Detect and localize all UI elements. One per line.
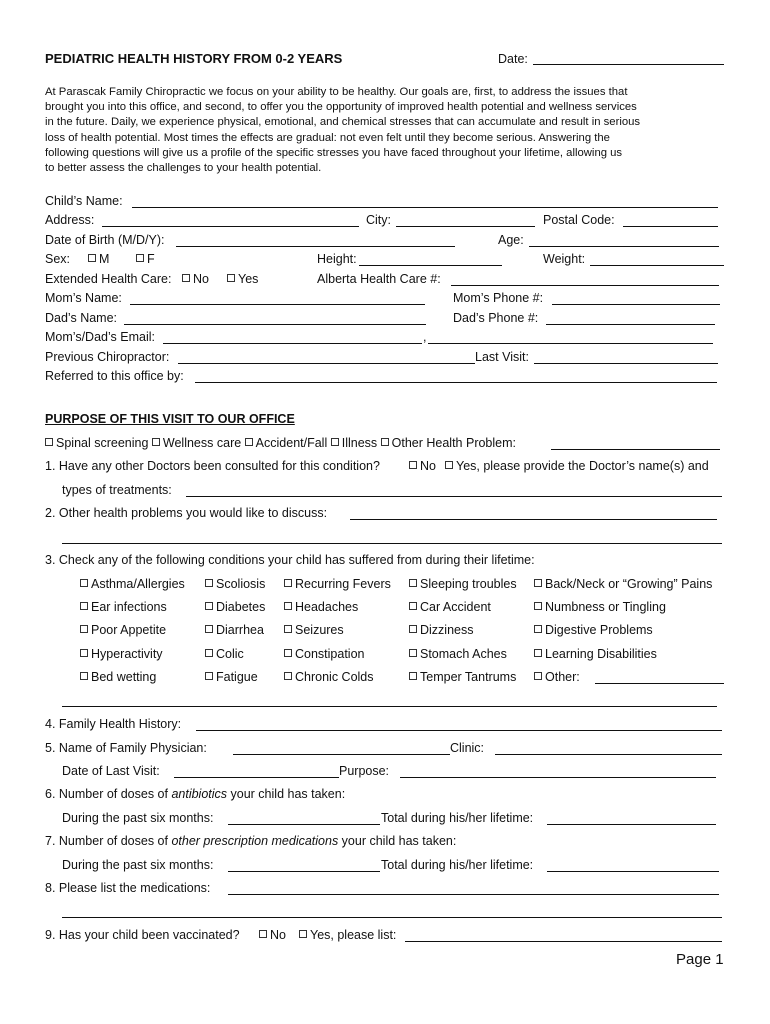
checkbox-icon [259,930,267,938]
condition-checkbox[interactable]: Learning Disabilities [534,647,657,662]
address-field[interactable] [102,226,359,227]
ext-health-label: Extended Health Care: [45,272,172,286]
family-history-field[interactable] [196,730,722,731]
checkbox-icon [331,438,339,446]
sex-m-checkbox[interactable]: M [88,252,109,267]
checkbox-icon [80,649,88,657]
alberta-label: Alberta Health Care #: [317,272,441,286]
height-label: Height: [317,252,357,266]
moms-name-label: Mom’s Name: [45,291,122,305]
q6-past-six-label: During the past six months: [62,811,214,825]
checkbox-icon [409,672,417,680]
vaccination-field[interactable] [405,941,722,942]
q1-label: 1. Have any other Doctors been consulted for this condition? [45,459,380,473]
checkbox-icon [299,930,307,938]
condition-checkbox[interactable]: Ear infections [80,600,167,615]
age-field[interactable] [529,246,719,247]
intro-line: in the future. Daily, we experience physical, emotional, and chemical stresses that can accumulate and result in serious [45,116,641,129]
checkbox-icon [284,579,292,587]
condition-checkbox[interactable]: Sleeping troubles [409,577,517,592]
sex-f-checkbox[interactable]: F [136,252,155,267]
condition-checkbox[interactable]: Scoliosis [205,577,265,592]
email-comma: , [423,330,427,344]
other-health-problem-field[interactable] [551,449,720,450]
q1-yes-checkbox[interactable]: Yes, please provide the Doctor’s name(s) and [445,459,709,474]
checkbox-icon [534,602,542,610]
checkbox-icon [534,579,542,587]
form-title: PEDIATRIC HEALTH HISTORY FROM 0-2 YEARS [45,51,343,66]
q6-past-six-field[interactable] [228,824,380,825]
ext-health-yes-checkbox[interactable]: Yes [227,272,258,287]
weight-label: Weight: [543,252,586,266]
purpose-options [45,436,516,451]
q7-label: 7. Number of doses of other prescription medications your child has taken: [45,834,457,848]
checkbox-icon [409,649,417,657]
checkbox-icon [205,625,213,633]
referred-field[interactable] [195,382,717,383]
checkbox-icon [205,672,213,680]
checkbox-icon [205,602,213,610]
q2-label: 2. Other health problems you would like to discuss: [45,506,328,520]
condition-checkbox[interactable]: Temper Tantrums [409,670,516,685]
checkbox-icon [80,625,88,633]
condition-checkbox[interactable]: Other: [534,670,580,685]
intro-paragraph [45,85,735,176]
purpose-option-other[interactable]: Other Health Problem: [381,436,516,450]
postal-code-label: Postal Code: [543,213,615,227]
condition-checkbox[interactable]: Chronic Colds [284,670,374,685]
intro-line: loss of health potential. Most times the effects are gradual: not even felt until they become serious. Answering the [45,131,610,144]
checkbox-icon [534,672,542,680]
q2-field[interactable] [350,519,717,520]
weight-field[interactable] [590,265,724,266]
checkbox-icon [136,254,144,262]
purpose-option-spinal[interactable]: Spinal screening [45,436,148,450]
checkbox-icon [45,438,53,446]
condition-checkbox[interactable]: Numbness or Tingling [534,600,666,615]
checkbox-icon [245,438,253,446]
alberta-field[interactable] [451,285,719,286]
checkbox-icon [205,649,213,657]
intro-line: brought you into this office, and second, to offer you the opportunity of improved health potential and wellness services [45,101,637,114]
checkbox-icon [409,602,417,610]
checkbox-icon [381,438,389,446]
intro-line: to better assess the challenges to your health potential. [45,162,322,175]
purpose-option-illness[interactable]: Illness [331,436,377,450]
last-visit-date-label: Date of Last Visit: [62,764,160,778]
checkbox-icon [227,274,235,282]
moms-name-field[interactable] [130,304,425,305]
q6-label: 6. Number of doses of antibiotics your child has taken: [45,787,346,801]
condition-checkbox[interactable]: Hyperactivity [80,647,163,662]
height-field[interactable] [359,265,502,266]
q7-past-six-label: During the past six months: [62,858,214,872]
last-visit-field[interactable] [534,363,718,364]
prev-chiro-label: Previous Chiropractor: [45,350,170,364]
q7-past-six-field[interactable] [228,871,380,872]
date-field[interactable] [533,64,724,65]
other-condition-field[interactable] [595,683,724,684]
checkbox-icon [445,461,453,469]
q3-label: 3. Check any of the following conditions your child has suffered from during their lifetime: [45,553,535,567]
condition-checkbox[interactable]: Constipation [284,647,365,662]
checkbox-icon [284,672,292,680]
condition-checkbox[interactable]: Recurring Fevers [284,577,391,592]
moms-phone-label: Mom’s Phone #: [453,291,544,305]
checkbox-icon [80,672,88,680]
condition-checkbox[interactable]: Dizziness [409,623,474,638]
clinic-field[interactable] [495,754,722,755]
condition-checkbox[interactable]: Digestive Problems [534,623,653,638]
q2-field-extra[interactable] [62,543,722,544]
q1-no-checkbox[interactable]: No [409,459,436,474]
child-name-field[interactable] [132,207,718,208]
q9-no-checkbox[interactable]: No [259,928,286,943]
checkbox-icon [182,274,190,282]
checkbox-icon [205,579,213,587]
dads-phone-label: Dad’s Phone #: [453,311,539,325]
dob-field[interactable] [176,246,455,247]
condition-checkbox[interactable]: Fatigue [205,670,258,685]
q9-label: 9. Has your child been vaccinated? [45,928,240,942]
condition-checkbox[interactable]: Seizures [284,623,344,638]
q8-label: 8. Please list the medications: [45,881,211,895]
date-label: Date: [498,52,528,66]
q7-total-field[interactable] [547,871,719,872]
physician-field[interactable] [233,754,450,755]
condition-checkbox[interactable]: Car Accident [409,600,491,615]
checkbox-icon [284,649,292,657]
referred-label: Referred to this office by: [45,369,184,383]
city-field[interactable] [396,226,535,227]
checkbox-icon [80,602,88,610]
medications-field[interactable] [228,894,719,895]
condition-checkbox[interactable]: Headaches [284,600,358,615]
postal-code-field[interactable] [623,226,718,227]
purpose-heading: PURPOSE OF THIS VISIT TO OUR OFFICE [45,412,295,426]
q5-label: 5. Name of Family Physician: [45,741,207,755]
condition-checkbox[interactable]: Back/Neck or “Growing” Pains [534,577,712,592]
purpose-option-accident[interactable]: Accident/Fall [245,436,328,450]
email-field-1[interactable] [163,343,422,344]
condition-checkbox[interactable]: Diabetes [205,600,265,615]
checkbox-icon [284,602,292,610]
checkbox-icon [409,579,417,587]
last-visit-date-field[interactable] [174,777,339,778]
checkbox-icon [152,438,160,446]
q1-treatments-label: types of treatments: [62,483,172,497]
medications-field-extra[interactable] [62,917,722,918]
condition-checkbox[interactable]: Colic [205,647,244,662]
checkbox-icon [284,625,292,633]
age-label: Age: [498,233,524,247]
dads-name-field[interactable] [124,324,426,325]
sex-label: Sex: [45,252,71,266]
email-field-2[interactable] [428,343,713,344]
purpose-label: Purpose: [339,764,390,778]
purpose-option-wellness[interactable]: Wellness care [152,436,241,450]
last-visit-label: Last Visit: [475,350,529,364]
checkbox-icon [534,649,542,657]
child-name-label: Child’s Name: [45,194,123,208]
checkbox-icon [409,461,417,469]
condition-checkbox[interactable]: Poor Appetite [80,623,166,638]
moms-phone-field[interactable] [552,304,720,305]
page-number: Page 1 [676,951,724,968]
intro-line: following questions will give us a profile of the specific stresses you have faced throughout your lifetime, allowing us [45,146,623,159]
checkbox-icon [88,254,96,262]
checkbox-icon [80,579,88,587]
purpose-field[interactable] [400,777,716,778]
q1-treatments-field[interactable] [186,496,722,497]
address-label: Address: [45,213,95,227]
dads-phone-field[interactable] [546,324,715,325]
q6-total-field[interactable] [547,824,716,825]
checkbox-icon [409,625,417,633]
q4-label: 4. Family Health History: [45,717,182,731]
ext-health-no-checkbox[interactable]: No [182,272,209,287]
clinic-label: Clinic: [450,741,485,755]
intro-line: At Parascak Family Chiropractic we focus on your ability to be healthy. Our goals are, first, to address the issues that [45,86,628,98]
dads-name-label: Dad’s Name: [45,311,118,325]
checkbox-icon [534,625,542,633]
city-label: City: [366,213,391,227]
condition-checkbox[interactable]: Asthma/Allergies [80,577,185,592]
q7-total-label: Total during his/her lifetime: [381,858,534,872]
conditions-extra-field[interactable] [62,706,717,707]
q6-total-label: Total during his/her lifetime: [381,811,534,825]
condition-checkbox[interactable]: Diarrhea [205,623,264,638]
condition-checkbox[interactable]: Bed wetting [80,670,156,685]
q9-yes-checkbox[interactable]: Yes, please list: [299,928,396,943]
prev-chiro-field[interactable] [178,363,475,364]
condition-checkbox[interactable]: Stomach Aches [409,647,507,662]
email-label: Mom’s/Dad’s Email: [45,330,155,344]
dob-label: Date of Birth (M/D/Y): [45,233,165,247]
